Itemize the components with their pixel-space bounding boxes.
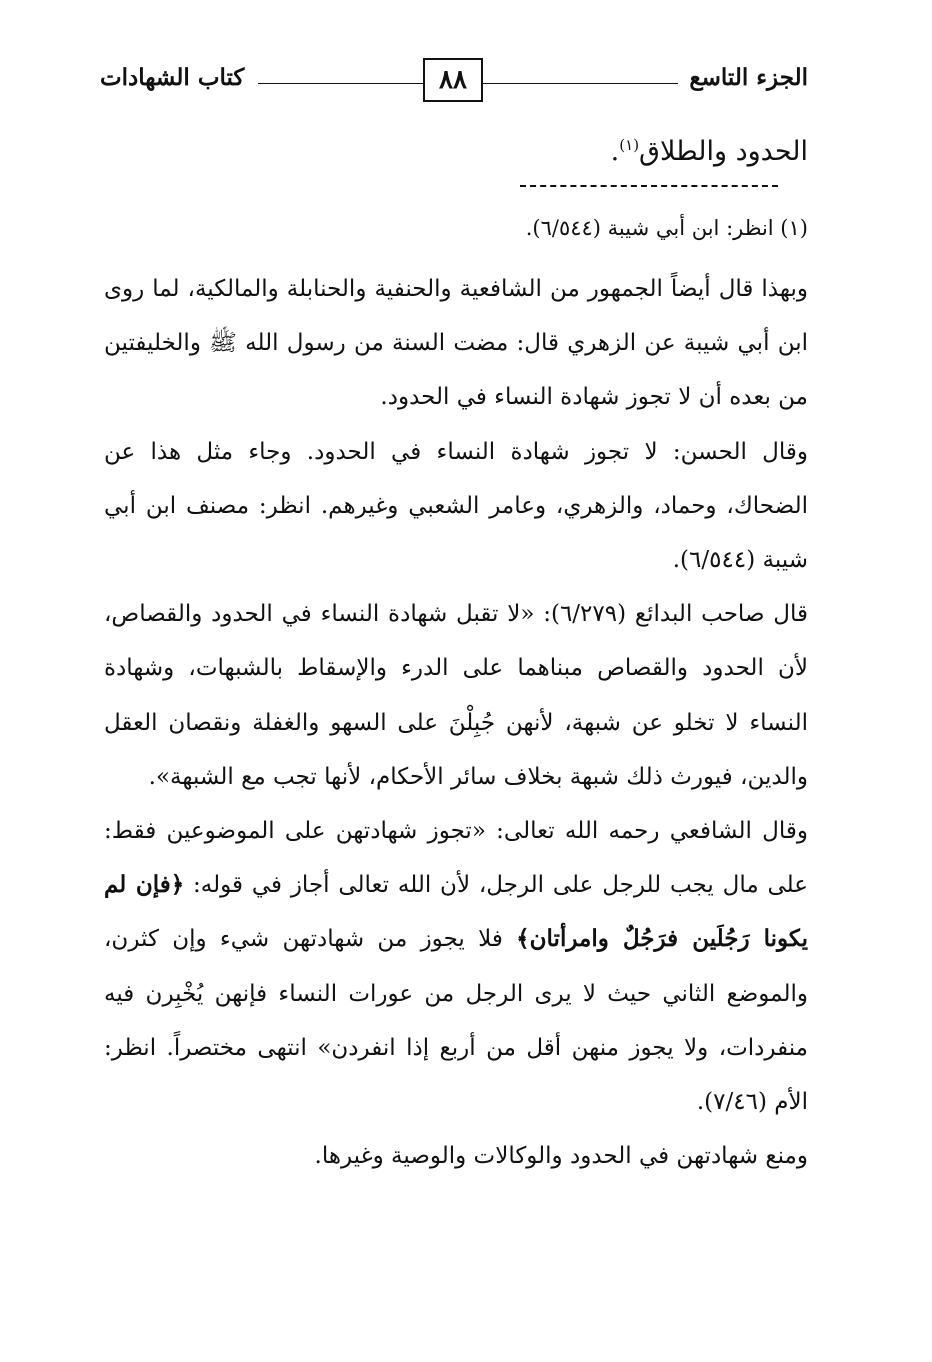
header-rule-left (258, 83, 423, 84)
paragraph-3: قال صاحب البدائع (٦/٢٧٩): «لا تقبل شهادة النساء في الحدود والقصاص، لأن الحدود والقصاص مبناهما على الدرء والإسقاط بالشبهات، وشهادة النساء لا تخلو عن شبهة، لأنهن جُبِلْنَ على السهو والغفلة ونقصان العقل والدين، فيورث ذلك شبهة بخلاف سائر الأحكام، لأنها تجب مع الشبهة». (104, 601, 808, 790)
footnote-reference: (١) (619, 136, 640, 154)
paragraph-4 (104, 804, 808, 1129)
header-rule-right (483, 83, 678, 84)
continuation-end: . (610, 136, 620, 167)
footnote: (١) انظر: ابن أبي شيبة (٦/٥٤٤). (525, 216, 808, 240)
paragraph-4-end: فلا يجوز من شهادتهن شيء وإن كثرن، والموضع الثاني حيث لا يرى الرجل من عورات النساء فإنهن يُخْبِرن فيه منفردات، ولا يجوز منهن أقل من أربع إذا انفردن» انتهى مختصراً. انظر: الأم (٧/٤٦). (104, 926, 808, 1116)
paragraph-5: ومنع شهادتهن في الحدود والوكالات والوصية وغيرها. (314, 1143, 808, 1170)
paragraph-2: وقال الحسن: لا تجوز شهادة النساء في الحدود. وجاء مثل هذا عن الضحاك، وحماد، والزهري، وعامر الشعبي وغيرهم. انظر: مصنف ابن أبي شيبة (٦/٥٤٤). (104, 438, 808, 574)
continuation-text: الحدود والطلاق (639, 136, 808, 167)
paragraph-4-start: وقال الشافعي رحمه الله تعالى: «تجوز شهادتهن على الموضوعين فقط: على مال يجب للرجل على الرجل، لأن الله تعالى أجاز في قوله: (104, 818, 808, 899)
page-number-box: ٨٨ (423, 58, 483, 102)
book-title: كتاب الشهادات (100, 64, 245, 91)
part-title: الجزء التاسع (689, 64, 808, 91)
main-text (104, 262, 808, 1183)
footnote-separator (520, 185, 778, 187)
running-header (100, 56, 808, 106)
paragraph-1: وبهذا قال أيضاً الجمهور من الشافعية والحنفية والحنابلة والمالكية، لما روى ابن أبي شيبة عن الزهري قال: مضت السنة من رسول الله ﷺ والخليفتين من بعده أن لا تجوز شهادة النساء في الحدود. (104, 276, 808, 411)
continuation-line (611, 136, 808, 167)
quran-quote: ﴿فإن لم يكونا رَجُلَين فرَجُلٌ وامرأتان﴾ (104, 871, 808, 953)
